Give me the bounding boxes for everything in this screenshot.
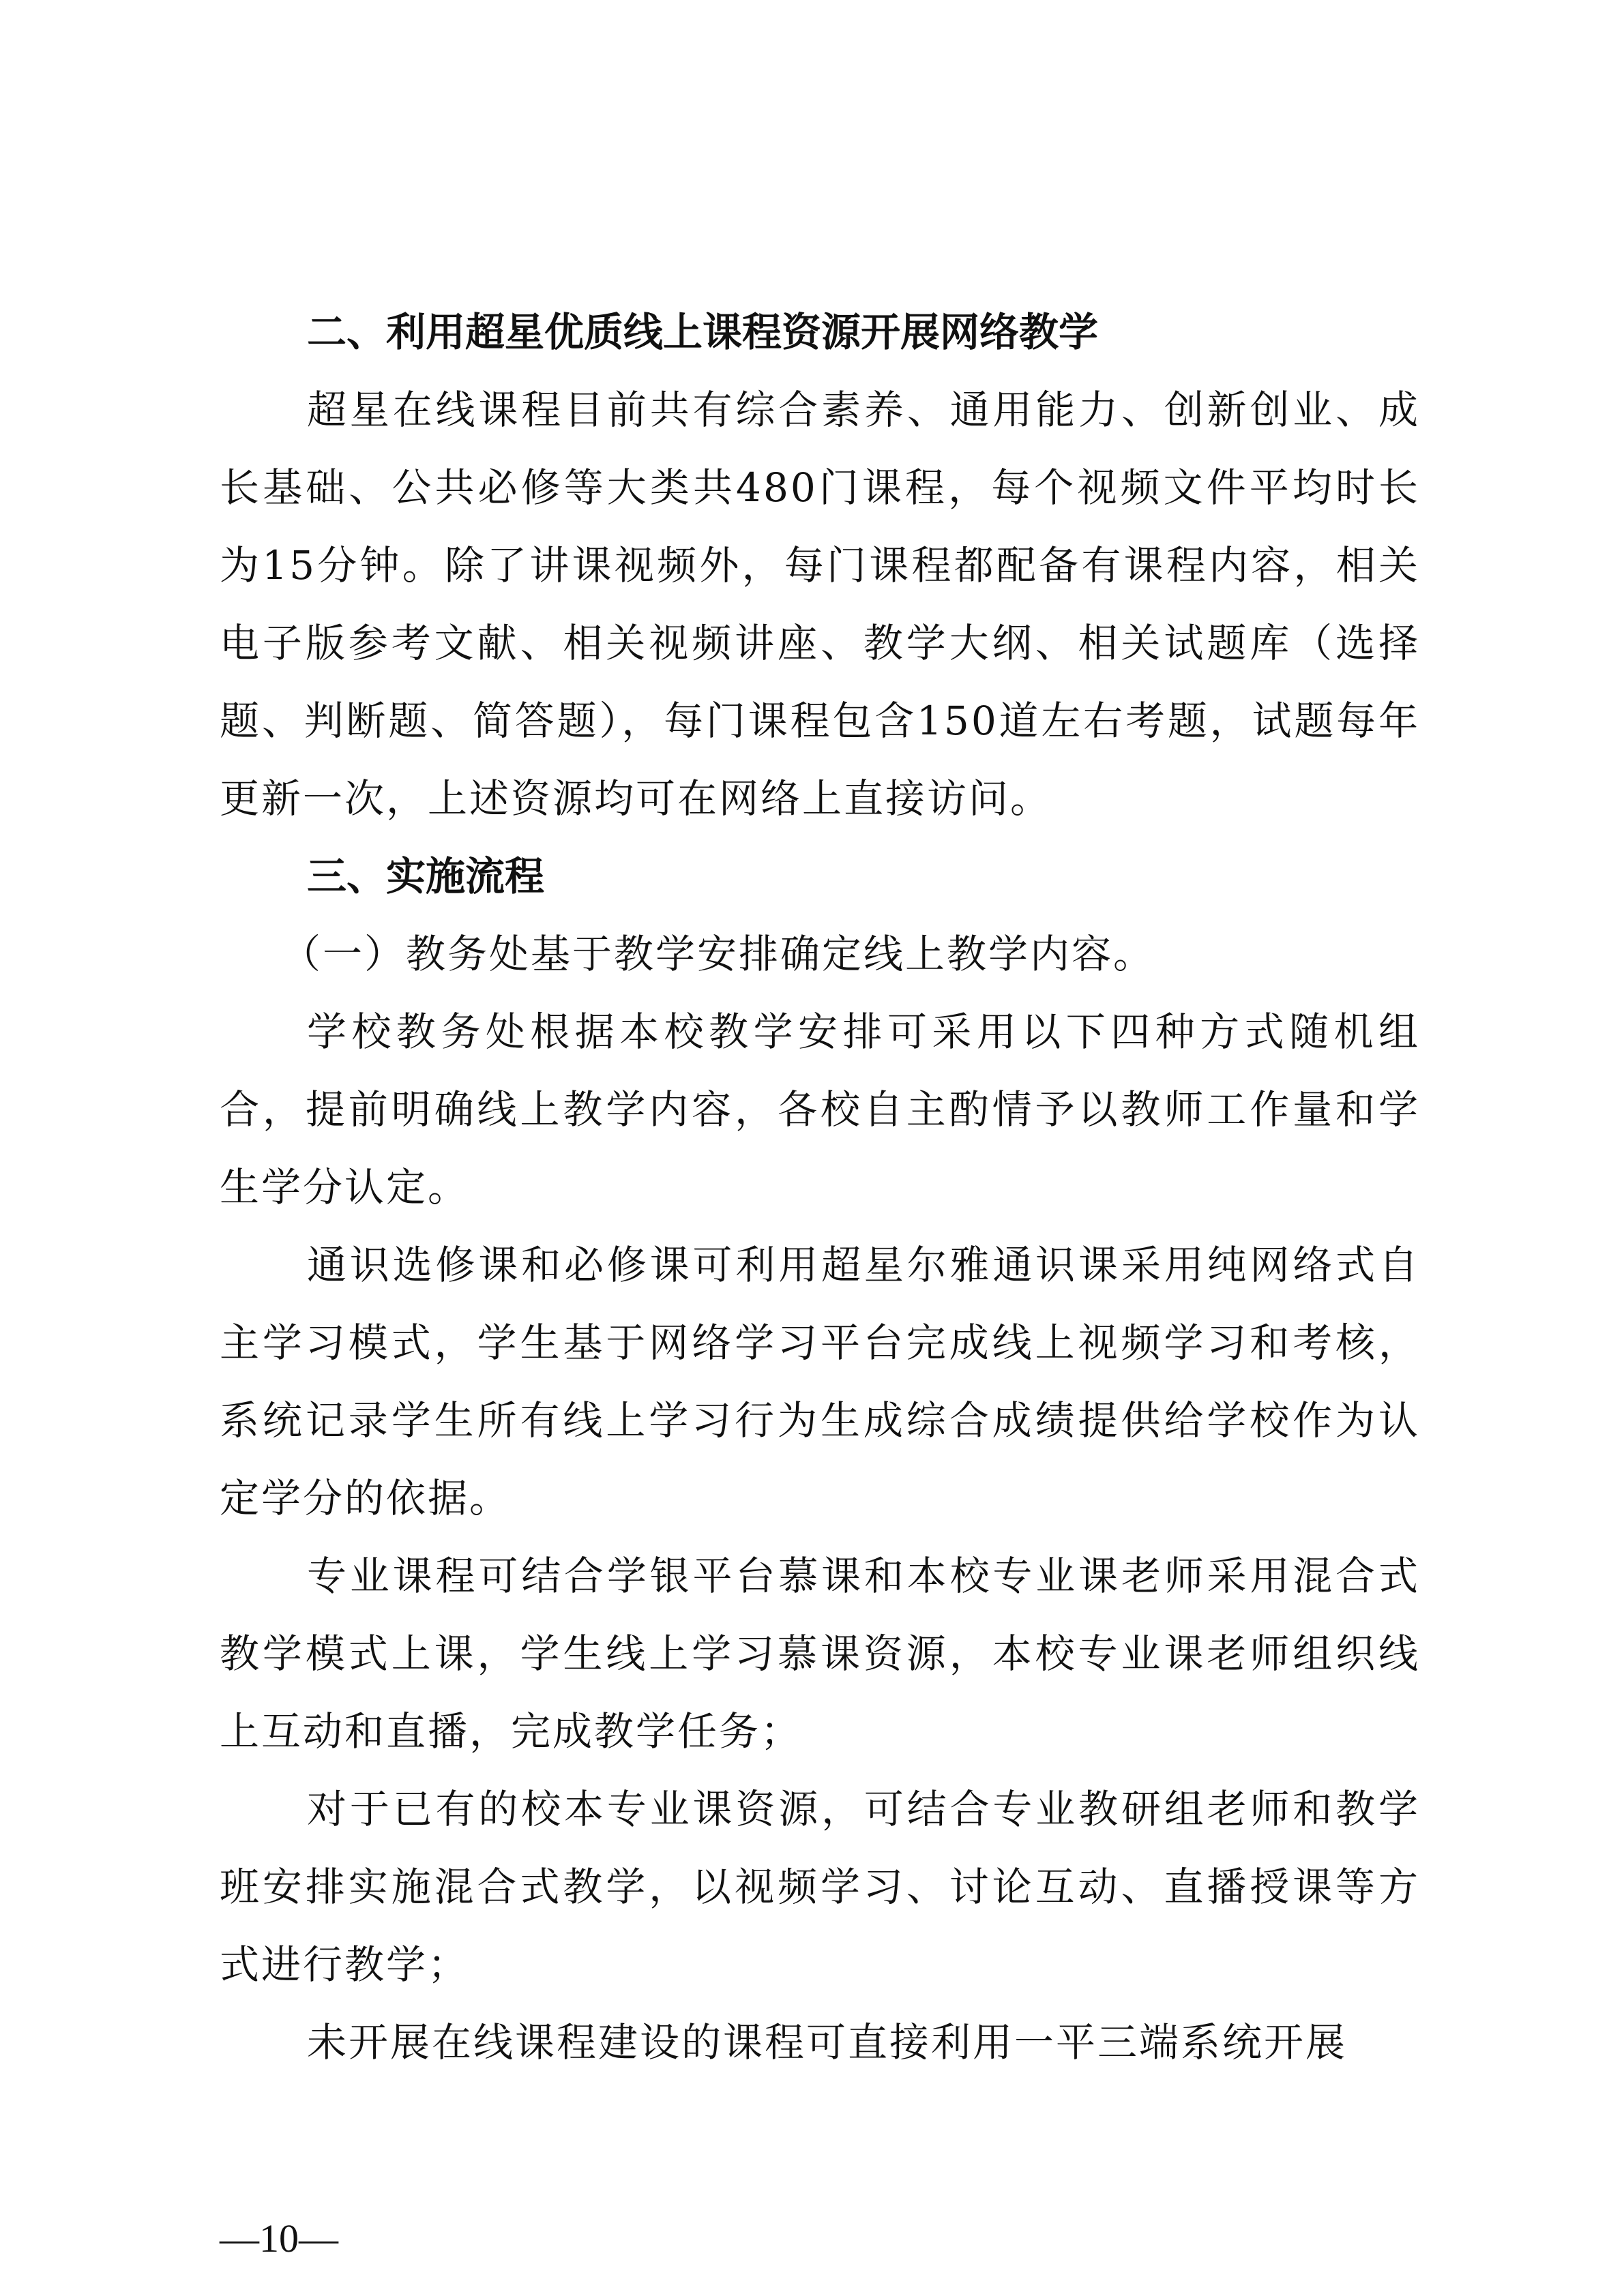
paragraph-arrangement: 学校教务处根据本校教学安排可采用以下四种方式随机组合，提前明确线上教学内容，各校自主酌情予以教师工作量和学生学分认定。 xyxy=(220,1009,1420,1210)
section-heading-2: 二、利用超星优质线上课程资源开展网络教学 xyxy=(307,309,1099,355)
document-body xyxy=(220,293,1420,2081)
paragraph-professional-courses: 专业课程可结合学银平台慕课和本校专业课老师采用混合式教学模式上课，学生线上学习慕课资源，本校专业课老师组织线上互动和直播，完成教学任务； xyxy=(220,1553,1420,1755)
paragraph-general-courses: 通识选修课和必修课可利用超星尔雅通识课采用纯网络式自主学习模式，学生基于网络学习平台完成线上视频学习和考核，系统记录学生所有线上学习行为生成综合成绩提供给学校作为认定学分的依据。 xyxy=(220,1242,1420,1521)
section-heading-3: 三、实施流程 xyxy=(307,853,545,899)
subsection-heading-1: （一）教务处基于教学安排确定线上教学内容。 xyxy=(281,931,1155,977)
page-number: —10— xyxy=(220,2216,338,2261)
paragraph-course-resources: 超星在线课程目前共有综合素养、通用能力、创新创业、成长基础、公共必修等大类共480门课程，每个视频文件平均时长为15分钟。除了讲课视频外，每门课程都配备有课程内容，相关电子版参考文献、相关视频讲座、教学大纲、相关试题库（选择题、判断题、简答题），每门课程包含150道左右考题，试题每年更新一次，上述资源均可在网络上直接访问。 xyxy=(220,387,1420,822)
paragraph-school-resources: 对于已有的校本专业课资源，可结合专业教研组老师和教学班安排实施混合式教学，以视频学习、讨论互动、直播授课等方式进行教学； xyxy=(220,1786,1420,1988)
paragraph-no-online-courses: 未开展在线课程建设的课程可直接利用一平三端系统开展 xyxy=(307,2019,1348,2066)
